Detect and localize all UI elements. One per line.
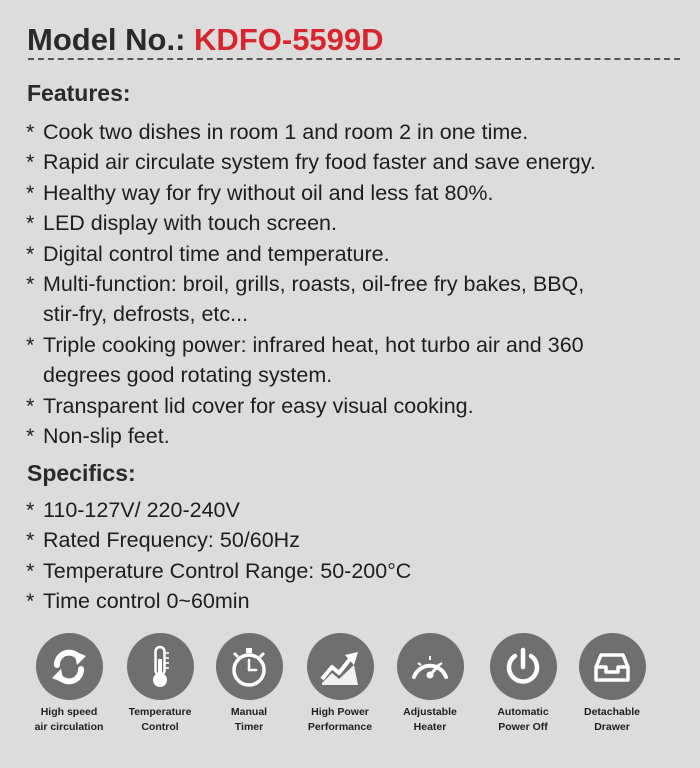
- feature-item: * Triple cooking power: infrared heat, hot turbo air and 360 degrees good rotating system.: [26, 332, 584, 388]
- spec-item: * Rated Frequency: 50/60Hz: [26, 528, 300, 553]
- drawer-icon: [579, 633, 646, 700]
- power-chart-icon: [307, 633, 374, 700]
- feature-item: * Cook two dishes in room 1 and room 2 in one time.: [26, 120, 529, 144]
- power-icon: [490, 633, 557, 700]
- features-list: [26, 117, 596, 451]
- feature-item: * Non-slip feet.: [26, 424, 170, 449]
- badge-label: Detachable Drawer: [583, 706, 641, 733]
- feature-badge-air-circulation: [19, 633, 119, 735]
- feature-item: * Healthy way for fry without oil and less fat 80%.: [26, 180, 494, 205]
- model-title: [27, 22, 384, 58]
- air-circulation-icon: [36, 633, 103, 700]
- spec-item: * Temperature Control Range: 50-200°C: [26, 558, 412, 583]
- feature-item: * LED display with touch screen.: [26, 211, 337, 236]
- feature-badge-high-power: [290, 633, 390, 735]
- badge-label: Adjustable Heater: [403, 706, 457, 733]
- feature-item: * Digital control time and temperature.: [26, 241, 390, 266]
- specifics-list: [26, 495, 411, 617]
- badge-label: Manual Timer: [230, 706, 268, 733]
- badge-label: High speed air circulation: [34, 706, 104, 733]
- feature-icons-row: [0, 633, 700, 743]
- feature-item: * Rapid air circulate system fry food faster and save energy.: [26, 150, 596, 175]
- feature-badge-power-off: [473, 633, 573, 735]
- feature-item: * Transparent lid cover for easy visual cooking.: [26, 393, 474, 418]
- model-label: Model No.:: [27, 22, 186, 57]
- timer-icon: [216, 633, 283, 700]
- spec-item: * Time control 0~60min: [26, 589, 250, 614]
- badge-label: Temperature Control: [128, 706, 192, 733]
- thermometer-icon: [127, 633, 194, 700]
- feature-badge-heater: [380, 633, 480, 735]
- features-heading: Features:: [27, 80, 131, 106]
- model-number: KDFO-5599D: [194, 22, 384, 57]
- dashed-divider: [28, 58, 680, 60]
- badge-label: High Power Performance: [307, 706, 373, 733]
- feature-badge-temperature: [110, 633, 210, 735]
- spec-item: * 110-127V/ 220-240V: [26, 498, 240, 522]
- specifics-heading: Specifics:: [27, 460, 136, 486]
- feature-item: * Multi-function: broil, grills, roasts, oil-free fry bakes, BBQ, stir-fry, defrosts, etc...: [26, 272, 585, 327]
- badge-label: Automatic Power Off: [497, 706, 549, 733]
- feature-badge-drawer: [562, 633, 662, 735]
- gauge-icon: [397, 633, 464, 700]
- feature-badge-timer: [199, 633, 299, 735]
